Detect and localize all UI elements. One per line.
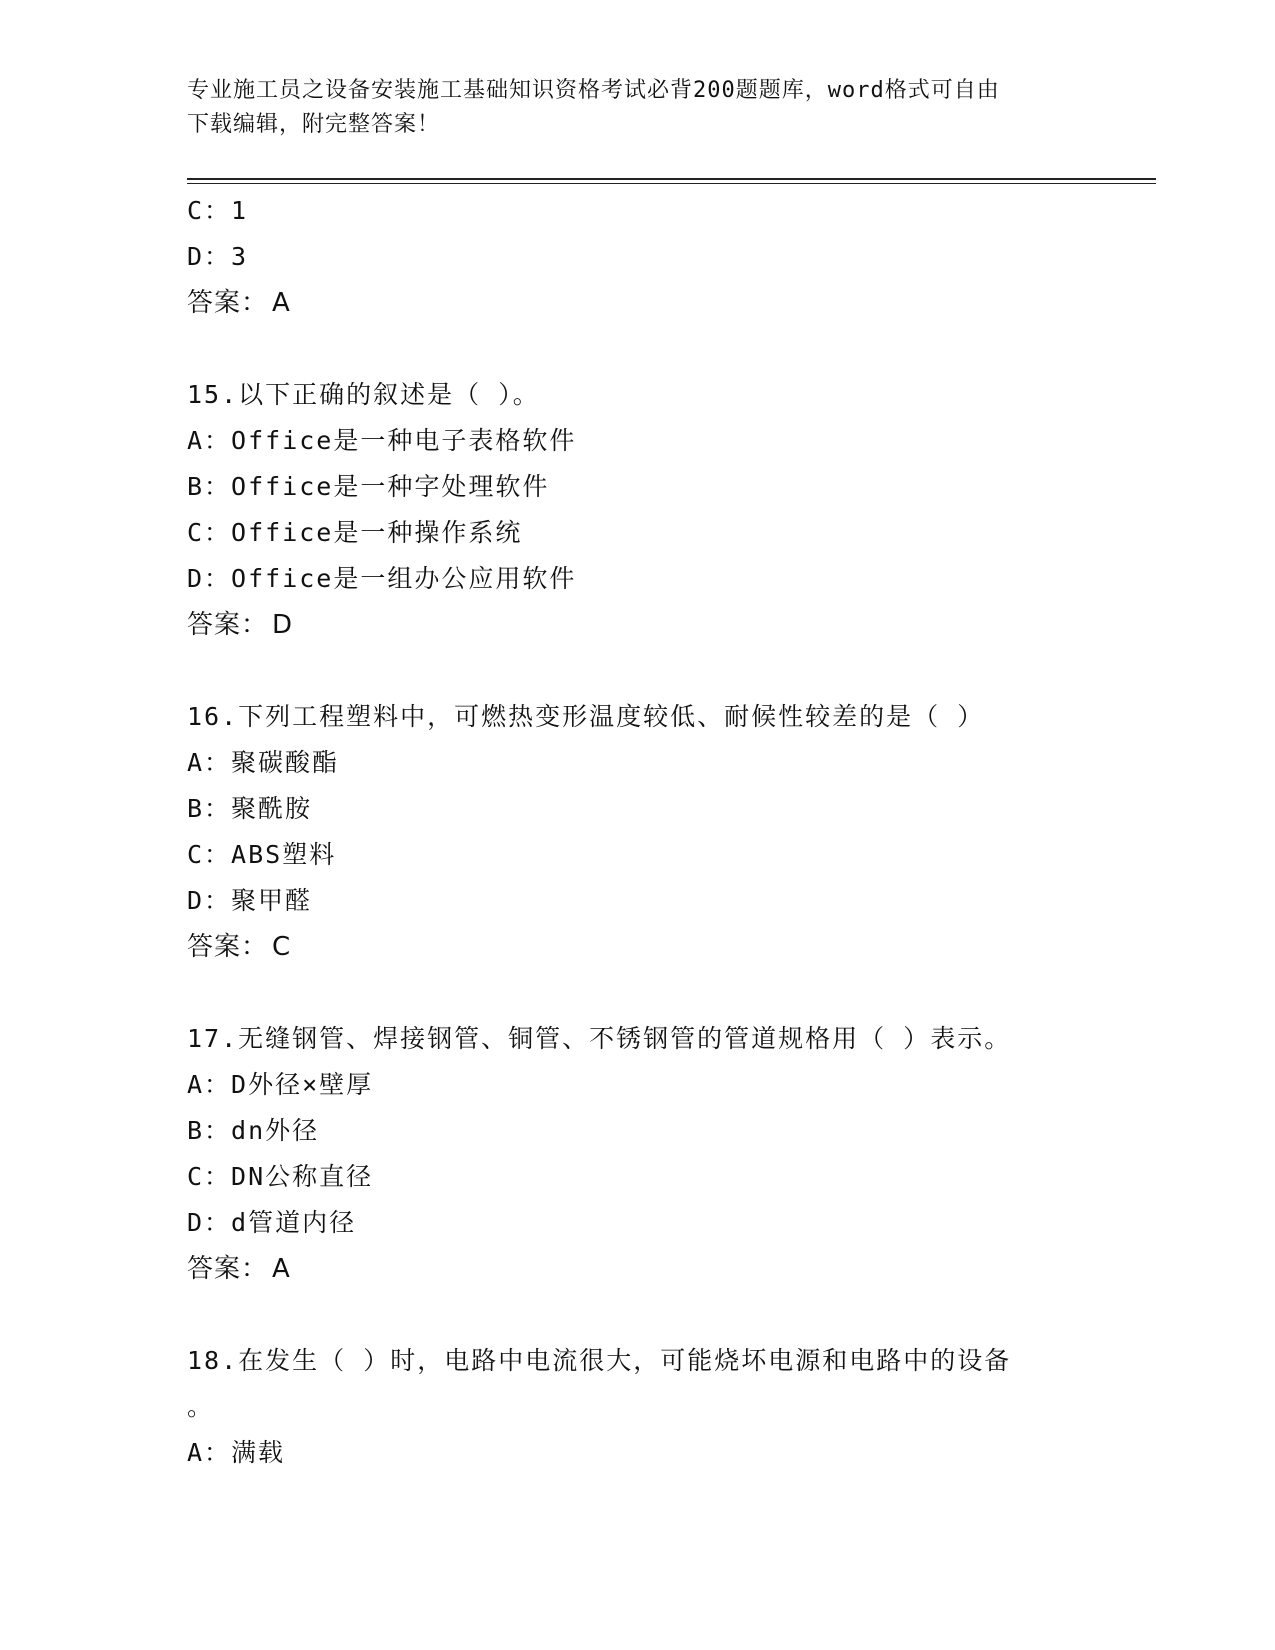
spacer [187,326,1156,372]
option-c: C：1 [187,196,249,225]
option-a: A：满载 [187,1438,286,1467]
answer-value: A [272,1254,291,1284]
answer-line [187,1246,1156,1292]
question-block-16 [187,694,1156,970]
option-d: D：Office是一组办公应用软件 [187,564,577,593]
answer-value: A [272,288,291,318]
question-block-14 [187,188,1156,326]
answer-label: 答案： [187,610,269,640]
question-text-continuation: 。 [187,1392,215,1421]
option-a: A：Office是一种电子表格软件 [187,426,577,455]
spacer [187,648,1156,694]
question-block-17 [187,1016,1156,1292]
answer-value: D [272,610,294,640]
option-d: D：3 [187,242,249,271]
header-title-line-2: 下载编辑，附完整答案！ [187,112,441,137]
question-block-15 [187,372,1156,648]
answer-line [187,602,1156,648]
question-text: 18.在发生（ ）时，电路中电流很大，可能烧坏电源和电路中的设备 [187,1346,1012,1375]
option-c: C：ABS塑料 [187,840,337,869]
option-b: B：dn外径 [187,1116,320,1145]
answer-label: 答案： [187,288,269,318]
spacer [187,1292,1156,1338]
answer-label: 答案： [187,932,269,962]
option-d: D：聚甲醛 [187,886,313,915]
option-c: C：DN公称直径 [187,1162,374,1191]
option-a: A：聚碳酸酯 [187,748,340,777]
document-body [187,188,1156,1476]
option-b: B：聚酰胺 [187,794,313,823]
header-title-line-1: 专业施工员之设备安装施工基础知识资格考试必背200题题库，word格式可自由 [187,78,1000,103]
spacer [187,970,1156,1016]
option-a: A：D外径×壁厚 [187,1070,374,1099]
option-c: C：Office是一种操作系统 [187,518,523,547]
question-text: 15.以下正确的叙述是（ ）。 [187,380,540,409]
answer-value: C [272,932,292,962]
question-block-18 [187,1338,1156,1476]
question-text: 16.下列工程塑料中，可燃热变形温度较低、耐候性较差的是（ ） [187,702,985,731]
page-header [187,74,1087,142]
answer-line [187,924,1156,970]
option-b: B：Office是一种字处理软件 [187,472,550,501]
answer-line [187,280,1156,326]
option-d: D：d管道内径 [187,1208,357,1237]
answer-label: 答案： [187,1254,269,1284]
header-divider [187,178,1156,184]
question-text: 17.无缝钢管、焊接钢管、铜管、不锈钢管的管道规格用（ ）表示。 [187,1024,1012,1053]
